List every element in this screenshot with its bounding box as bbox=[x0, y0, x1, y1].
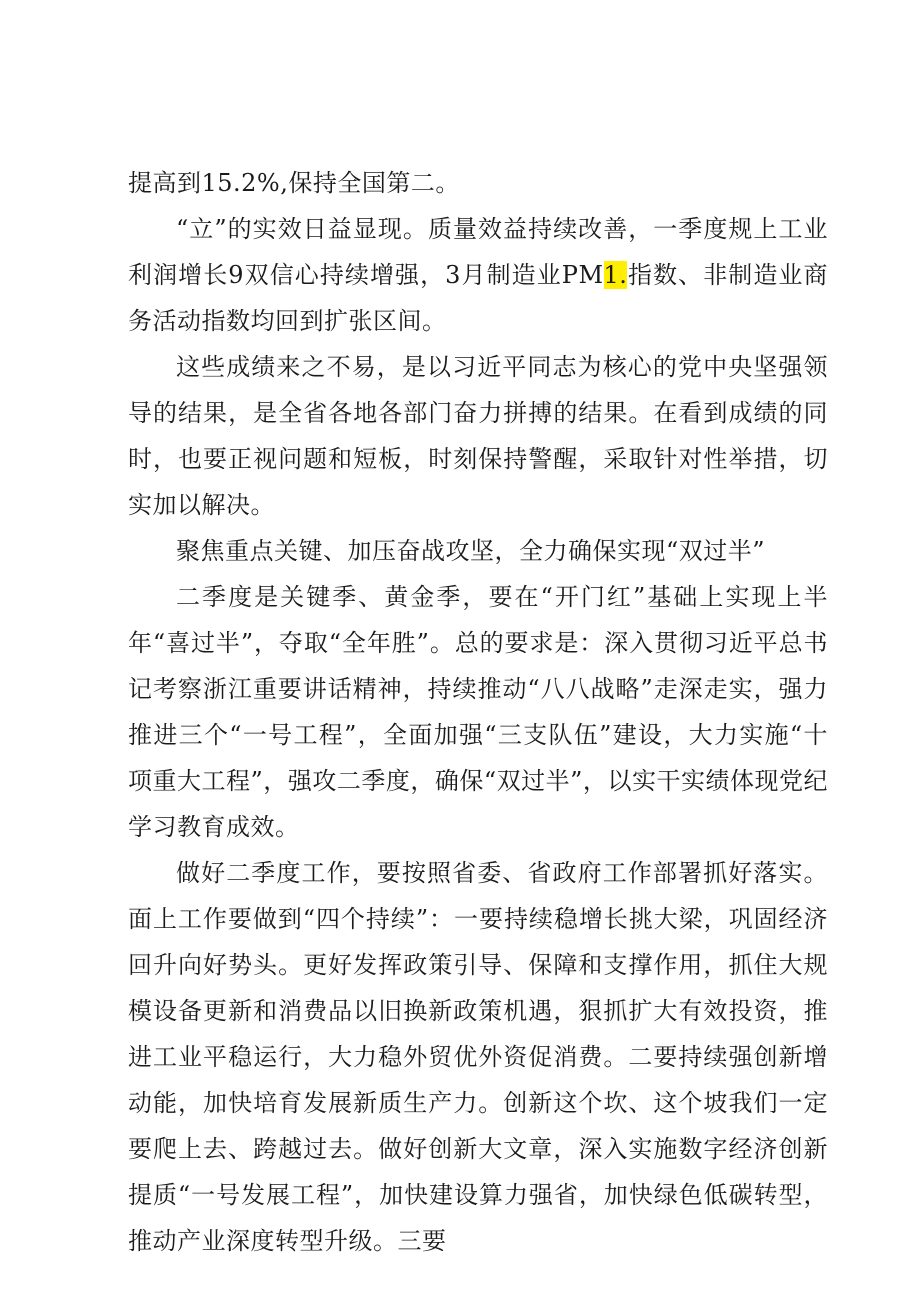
paragraph bbox=[128, 160, 828, 206]
paragraph-text: 这些成绩来之不易，是以习近平同志为核心的党中央坚强领导的结果，是全省各地各部门奋力拼搏的结果。在看到成绩的同时，也要正视问题和短板，时刻保持警醒，采取针对性举措，切实加以解决。 bbox=[128, 353, 828, 519]
document-body bbox=[128, 160, 828, 1264]
paragraph-text: 二季度是关键季、黄金季，要在“开门红”基础上实现上半年“喜过半”，夺取“全年胜”。总的要求是：深入贯彻习近平总书记考察浙江重要讲话精神，持续推动“八八战略”走深走实，强力推进三个“一号工程”，全面加强“三支队伍”建设，大力实施“十项重大工程”，强攻二季度，确保“双过半”，以实干实绩体现党纪学习教育成效。 bbox=[128, 583, 828, 841]
paragraph bbox=[128, 206, 828, 344]
paragraph bbox=[128, 850, 828, 1264]
highlighted-text: 1. bbox=[603, 261, 628, 289]
paragraph bbox=[128, 574, 828, 850]
paragraph-text: 做好二季度工作，要按照省委、省政府工作部署抓好落实。面上工作要做到“四个持续”：一要持续稳增长挑大梁，巩固经济回升向好势头。更好发挥政策引导、保障和支撑作用，抓住大规模设备更新和消费品以旧换新政策机遇，狠抓扩大有效投资，推进工业平稳运行，大力稳外贸优外资促消费。二要持续强创新增动能，加快培育发展新质生产力。创新这个坎、这个坡我们一定要爬上去、跨越过去。做好创新大文章，深入实施数字经济创新提质“一号发展工程”，加快建设算力强省，加快绿色低碳转型，推动产业深度转型升级。三要 bbox=[128, 859, 828, 1255]
paragraph-text: 指数、非制造业商务活动指数均回到扩张区间。 bbox=[128, 261, 828, 335]
paragraph bbox=[128, 344, 828, 528]
paragraph-text: 提高到15.2%,保持全国第二。 bbox=[128, 169, 460, 197]
section-heading bbox=[128, 528, 828, 574]
paragraph-text: “立”的实效日益显现。质量效益持续改善，一季度规上工业利润增长9双信心持续增强，3月制造业PM bbox=[128, 215, 828, 289]
paragraph-text: 聚焦重点关键、加压奋战攻坚，全力确保实现“双过半” bbox=[176, 537, 766, 565]
